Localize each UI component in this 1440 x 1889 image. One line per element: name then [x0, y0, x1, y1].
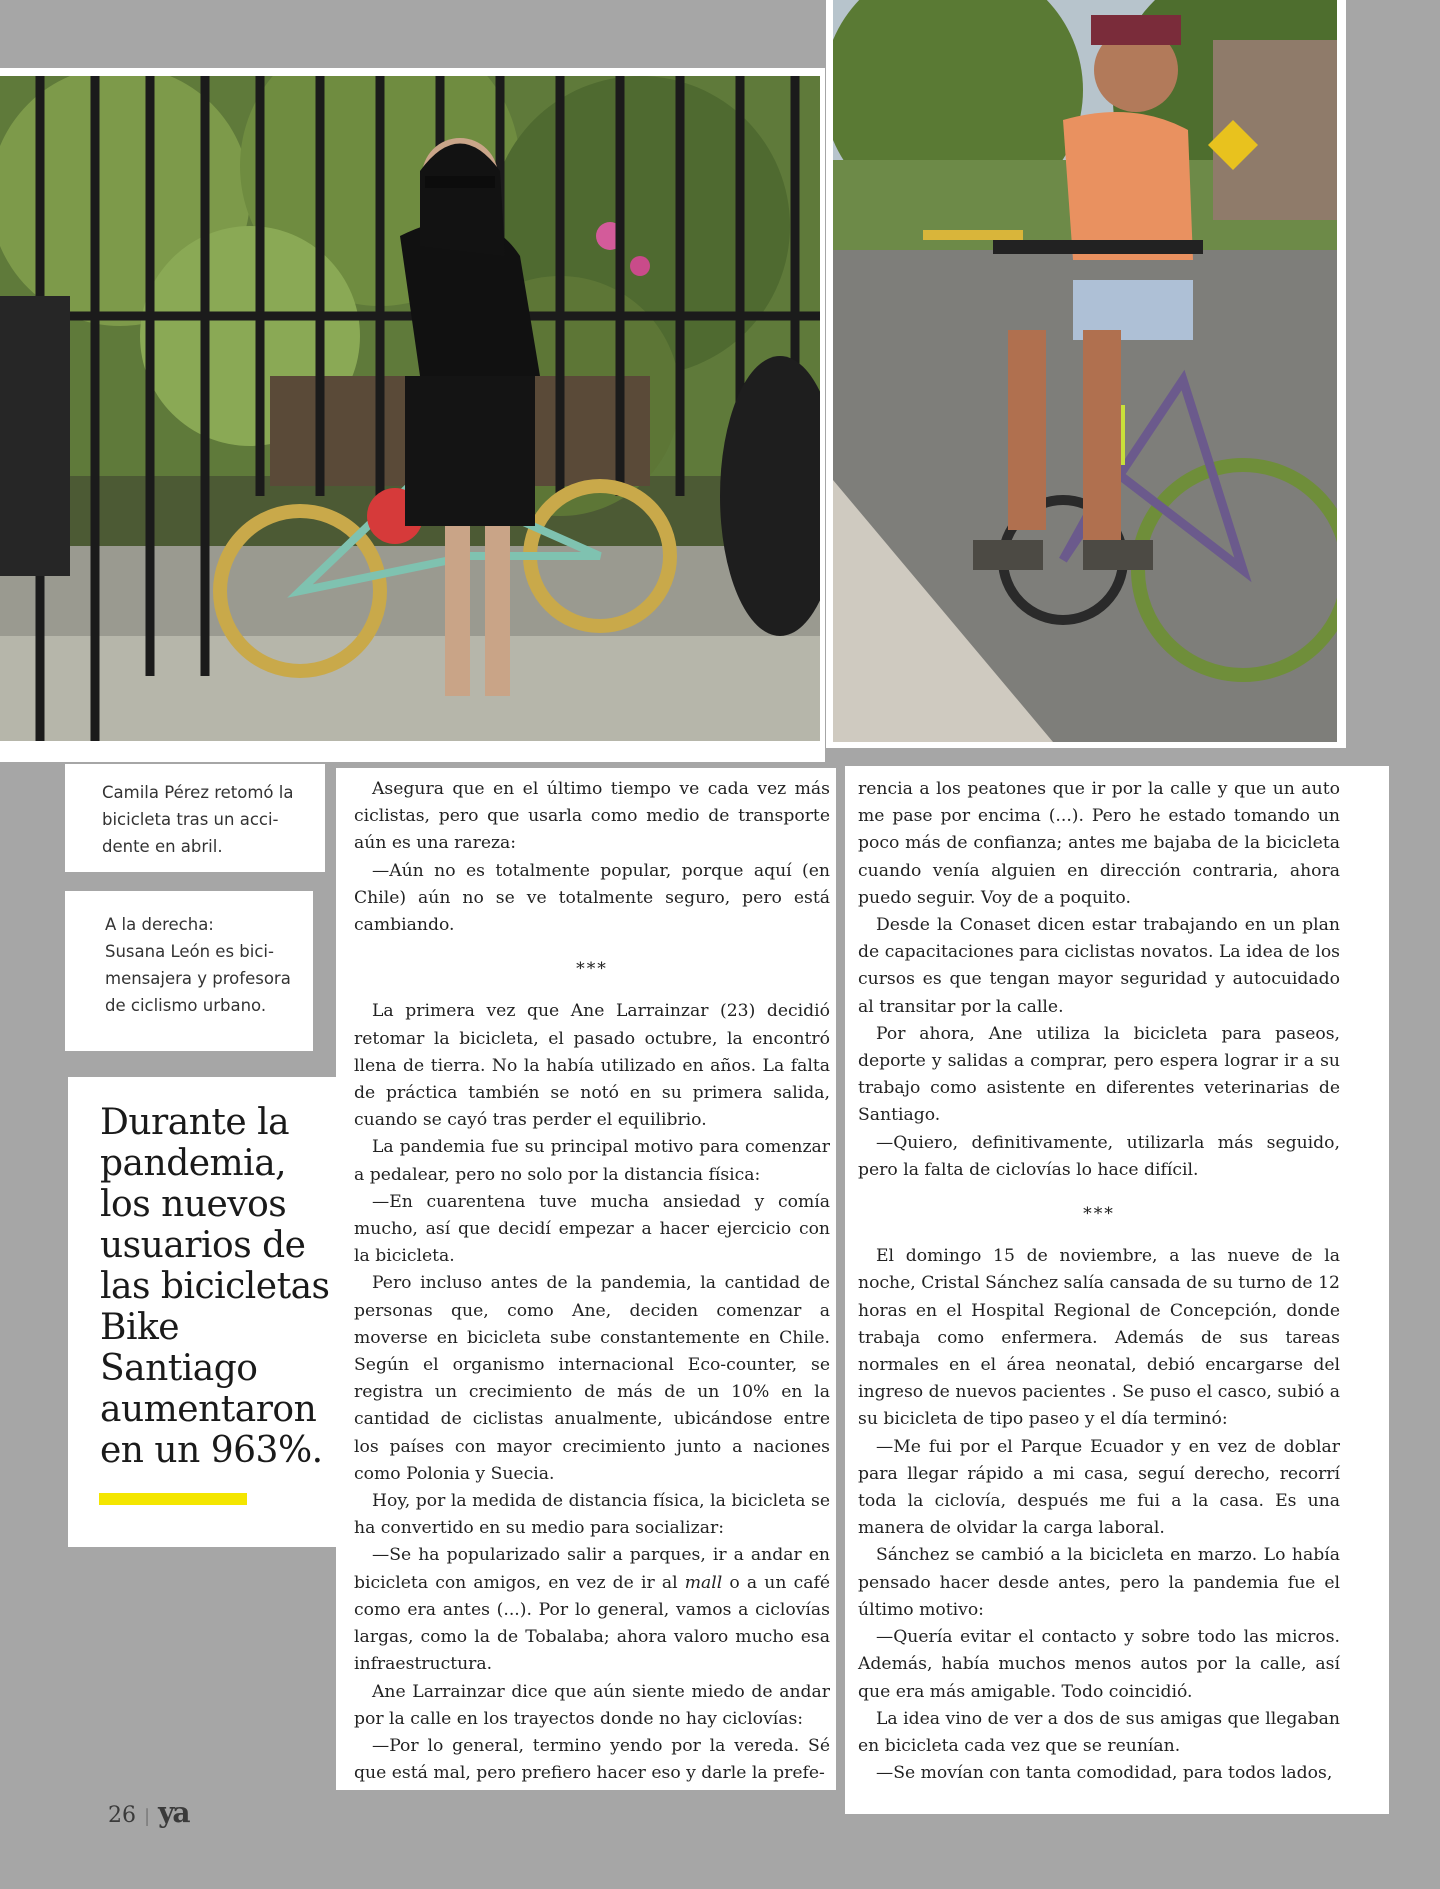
paragraph: —Se ha popularizado salir a parques, ir a andar en bicicleta con amigos, en vez de ir al mall o a un café como era antes (...). Por lo general, vamos a ciclovías largas, como la de Tobalaba; ahora valoro mucho esa infraestructura. [354, 1545, 830, 1675]
caption-susana-line: mensajera y profesora [105, 969, 291, 988]
folio-divider: | [144, 1806, 151, 1827]
paragraph: —Quería evitar el contacto y sobre todo las micros. Además, había muchos menos autos por la calle, así que era más amigable. Todo coincidió. [858, 1627, 1340, 1702]
caption-camila-line: bicicleta tras un acci- [102, 810, 279, 829]
article-column-2-text [858, 776, 1340, 1787]
photo-susana-leon [833, 0, 1337, 742]
paragraph: —Me fui por el Parque Ecuador y en vez de doblar para llegar rápido a mi casa, seguí derecho, recorrí toda la ciclovía, después me fui a la casa. Es una manera de olvidar la carga laboral. [858, 1436, 1340, 1539]
top-photo-frame [0, 0, 822, 70]
caption-camila-line: Camila Pérez retomó la [102, 783, 294, 802]
article-column-1-text [354, 776, 830, 1787]
magazine-logo: ya [158, 1796, 189, 1829]
article-column-2 [845, 766, 1389, 1814]
page-footer [108, 1796, 189, 1829]
caption-susana-line: Susana León es bici- [105, 942, 274, 961]
paragraph: Pero incluso antes de la pandemia, la cantidad de personas que, como Ane, deciden comenzar a moverse en bicicleta sube constantemente en Chile. Según el organismo internacional Eco-counter, se registra un crecimiento de más de un 10% en la cantidad de ciclistas anualmente, ubicándose entre los países con mayor crecimiento junto a naciones como Polonia y Suecia. [354, 1273, 830, 1484]
caption-camila [65, 764, 325, 872]
section-separator: *** [1083, 1204, 1115, 1225]
paragraph: —Quiero, definitivamente, utilizarla más seguido, pero la falta de ciclovías lo hace difícil. [858, 1132, 1340, 1180]
paragraph: —Aún no es totalmente popular, porque aquí (en Chile) aún no se ve totalmente seguro, pero está cambiando. [354, 860, 830, 936]
paragraph: Desde la Conaset dicen estar trabajando en un plan de capacitaciones para ciclistas novatos. La idea de los cursos es que tengan mayor seguridad y autocuidado al transitar por la calle. [858, 915, 1340, 1017]
paragraph: Por ahora, Ane utiliza la bicicleta para paseos, deporte y salidas a comprar, pero espera lograr ir a su trabajo como asistente en diferentes veterinarias de Santiago. [858, 1023, 1340, 1126]
pull-quote-text: Durante la pandemia, los nuevos usuarios de las bicicletas Bike Santiago aumentaron en un 963%. [100, 1102, 330, 1471]
caption-susana-line: de ciclismo urbano. [105, 996, 267, 1015]
paragraph: rencia a los peatones que ir por la calle y que un auto me pase por encima (...). Pero he estado tomando un poco más de confianza; antes me bajaba de la bicicleta cuando venía alguien en dirección contraria, ahora puedo seguir. Voy de a poquito. [858, 779, 1340, 908]
caption-camila-line: dente en abril. [102, 837, 223, 856]
pull-quote-accent-bar [99, 1493, 247, 1505]
paragraph: La pandemia fue su principal motivo para comenzar a pedalear, pero no solo por la distancia física: [354, 1137, 830, 1185]
pull-quote [68, 1077, 336, 1547]
italic-word: mall [684, 1572, 723, 1593]
article-column-1 [336, 768, 836, 1790]
caption-susana [65, 891, 313, 1051]
paragraph: Asegura que en el último tiempo ve cada vez más ciclistas, pero que usarla como medio de transporte aún es una rareza: [354, 779, 830, 854]
paragraph: El domingo 15 de noviembre, a las nueve de la noche, Cristal Sánchez salía cansada de su turno de 12 horas en el Hospital Regional de Concepción, donde trabaja como enfermera. Además de sus tareas normales en el área neonatal, debió encargarse del ingreso de nuevos pacientes . Se puso el casco, subió a su bicicleta de tipo paseo y el día terminó: [858, 1246, 1340, 1430]
paragraph: Sánchez se cambió a la bicicleta en marzo. Lo había pensado hacer desde antes, pero la pandemia fue el último motivo: [858, 1545, 1340, 1620]
paragraph: La primera vez que Ane Larrainzar (23) decidió retomar la bicicleta, el pasado octubre, la encontró llena de tierra. No la había utilizado en años. La falta de práctica también se notó en su primera salida, cuando se cayó tras perder el equilibrio. [354, 1001, 830, 1131]
paragraph: —Por lo general, termino yendo por la vereda. Sé que está mal, pero prefiero hacer eso y darle la prefe- [354, 1735, 830, 1784]
paragraph: —En cuarentena tuve mucha ansiedad y comía mucho, así que decidí empezar a hacer ejercicio con la bicicleta. [354, 1191, 830, 1267]
caption-susana-line: A la derecha: [105, 915, 214, 934]
photo-bottom-strip [0, 740, 825, 762]
section-separator: *** [576, 959, 608, 980]
page-number: 26 [108, 1803, 136, 1828]
paragraph: Hoy, por la medida de distancia física, la bicicleta se ha convertido en su medio para socializar: [354, 1491, 830, 1539]
paragraph: —Se movían con tanta comodidad, para todos lados, [876, 1763, 1333, 1784]
paragraph: Ane Larrainzar dice que aún siente miedo de andar por la calle en los trayectos donde no hay ciclovías: [354, 1681, 830, 1729]
photo-camila-perez [0, 76, 820, 741]
paragraph: La idea vino de ver a dos de sus amigas que llegaban en bicicleta cada vez que se reunían. [858, 1708, 1340, 1756]
